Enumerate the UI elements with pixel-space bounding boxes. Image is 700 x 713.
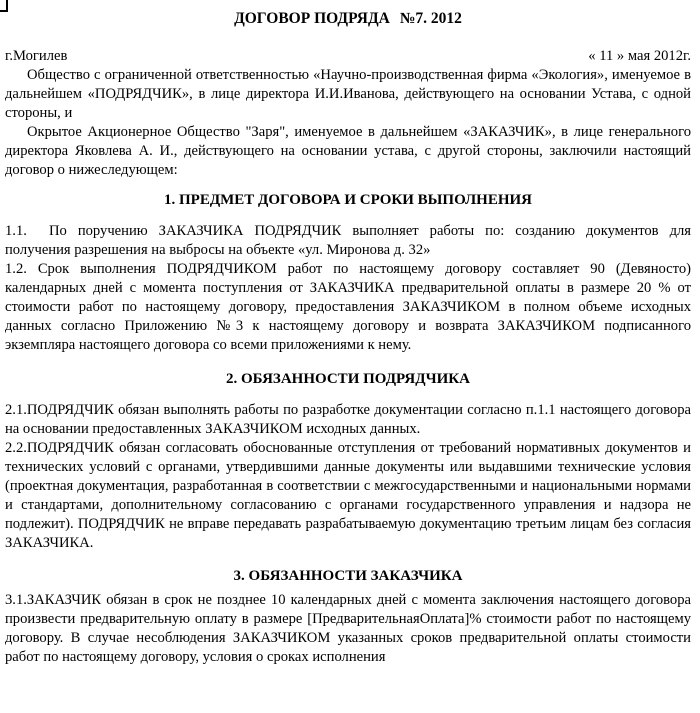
clause-1-1-text: По поручению ЗАКАЗЧИКА ПОДРЯДЧИК выполняет работы по: созданию документов для получения разрешения на выбросы на объекте «ул. Миронова д. 32» xyxy=(5,223,691,258)
intro-customer: Окрытое Акционерное Общество "Заря", именуемое в дальнейшем «ЗАКАЗЧИК», в лице генерального директора Яковлева А. И., действующего на основании устава, с другой стороны, заключили настоящий договор о нижеследующем: xyxy=(5,124,691,178)
clause-1-1 xyxy=(5,222,691,260)
clause-2-2: 2.2.ПОДРЯДЧИК обязан согласовать обоснованные отступления от требований нормативных документов и технических условий с органами, утвердившими данные документы или выдавшими технические условия (проектная документация, разработанная в соответствии с межгосударственными и национальными нормами и стандартами, дополнительному согласованию с органами государственного управления и надзора не подлежит). ПОДРЯДЧИК не вправе передавать разрабатываемую документацию третьим лицам без согласия ЗАКАЗЧИКА. xyxy=(5,440,691,551)
section-3-heading: 3. ОБЯЗАННОСТИ ЗАКАЗЧИКА xyxy=(233,568,463,584)
section-2-heading: 2. ОБЯЗАННОСТИ ПОДРЯДЧИКА xyxy=(226,371,470,387)
contract-number: №7. 2012 xyxy=(399,10,462,27)
clause-1-2: 1.2. Срок выполнения ПОДРЯДЧИКОМ работ по настоящему договору составляет 90 (Девяносто) календарных дней с момента поступления от ЗАКАЗЧИКА предварительной оплаты в размере 20 % от стоимости работ по настоящему договору, предоставления ЗАКАЗЧИКОМ в полном объеме исходных данных согласно Приложению №3 к настоящему договору и возврата ЗАКАЗЧИКОМ подписанного экземпляра настоящего договора со всеми приложениями к нему. xyxy=(5,261,691,353)
title-text: ДОГОВОР ПОДРЯДА xyxy=(234,10,390,27)
clause-3-1: 3.1.ЗАКАЗЧИК обязан в срок не позднее 10 календарных дней с момента заключения настоящего договора произвести предварительную оплату в размере [ПредварительнаяОплата]% стоимости работ по настоящему договору. В случае несоблюдения ЗАКАЗЧИКОМ указанных сроков предварительной оплаты стоимости работ по настоящему договору, условия о сроках исполнения xyxy=(5,592,691,665)
section-1-heading: 1. ПРЕДМЕТ ДОГОВОРА И СРОКИ ВЫПОЛНЕНИЯ xyxy=(163,192,533,208)
city-date-line xyxy=(5,47,691,66)
city: г.Могилев xyxy=(5,48,68,64)
document-title xyxy=(5,8,691,30)
document-page xyxy=(5,8,691,667)
clause-2-1: 2.1.ПОДРЯДЧИК обязан выполнять работы по разработке документации согласно п.1.1 настоящего договора на основании предоставленных ЗАКАЗЧИКОМ исходных данных. xyxy=(5,402,691,437)
intro-contractor: Общество с ограниченной ответственностью «Научно-производственная фирма «Экология», именуемое в дальнейшем «ПОДРЯДЧИК», в лице директора И.И.Иванова, действующего на основании Устава, с одной стороны, и xyxy=(5,67,691,121)
contract-date: « 11 » мая 2012г. xyxy=(588,48,691,64)
clause-1-1-number: 1.1. xyxy=(5,223,27,239)
